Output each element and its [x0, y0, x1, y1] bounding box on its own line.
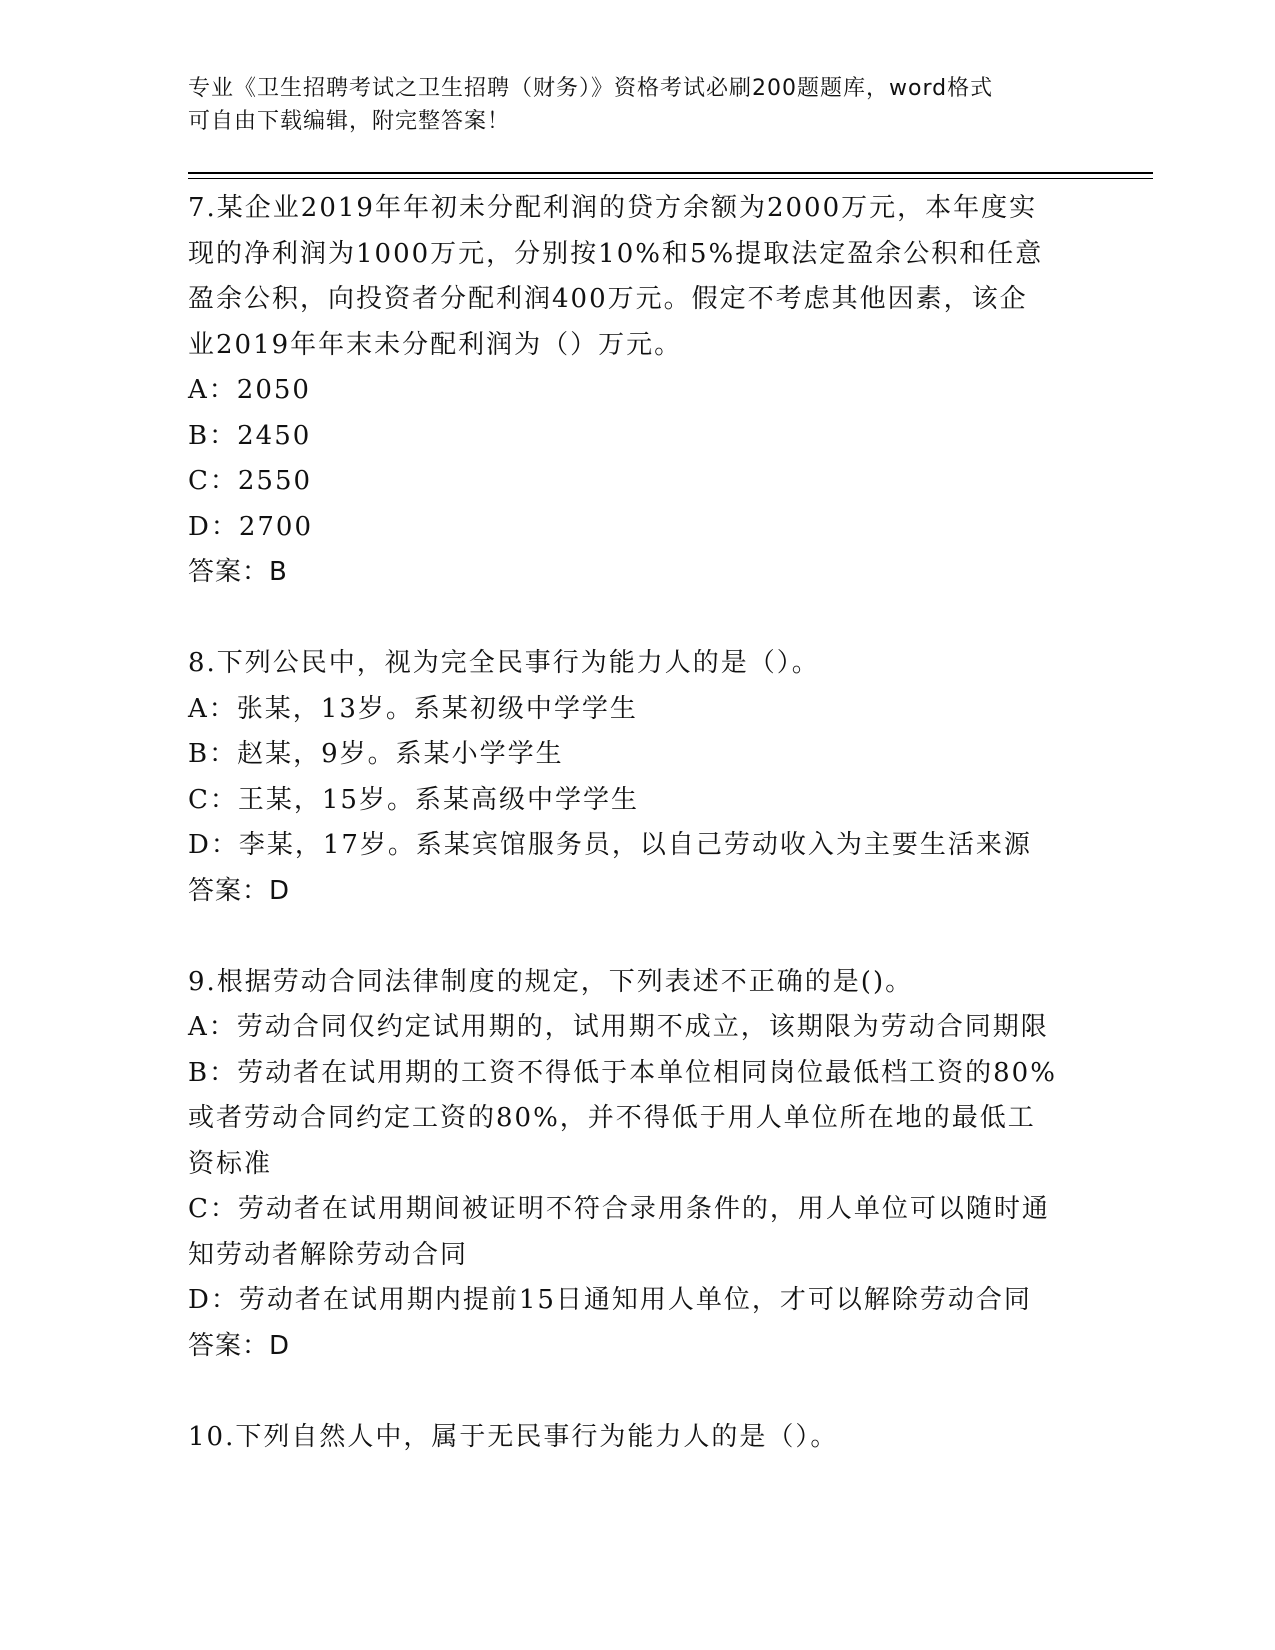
question-text-line: 8.下列公民中，视为完全民事行为能力人的是（）。: [188, 648, 820, 678]
option-d: D：劳动者在试用期内提前15日通知用人单位，才可以解除劳动合同: [188, 1285, 1032, 1315]
option-a: A：2050: [188, 375, 311, 405]
header-line-2: 可自由下载编辑，附完整答案！: [188, 109, 511, 134]
option-a: A：劳动合同仅约定试用期的，试用期不成立，该期限为劳动合同期限: [188, 1012, 1049, 1042]
option-c: C：劳动者在试用期间被证明不符合录用条件的，用人单位可以随时通: [188, 1194, 1050, 1224]
document-header: [188, 72, 1088, 138]
answer-label: 答案：D: [188, 875, 291, 906]
header-divider-thick: [188, 172, 1153, 174]
option-d: D：李某，17岁。系某宾馆服务员，以自己劳动收入为主要生活来源: [188, 830, 1032, 860]
header-divider-thin: [188, 178, 1153, 179]
option-a: A：张某，13岁。系某初级中学学生: [188, 693, 638, 724]
option-b: B：赵某，9岁。系某小学学生: [188, 739, 564, 769]
option-b: B：劳动者在试用期的工资不得低于本单位相同岗位最低档工资的80%: [188, 1057, 1057, 1088]
header-line-1: 专业《卫生招聘考试之卫生招聘（财务）》资格考试必刷200题题库，word格式: [188, 76, 994, 101]
question-10: [188, 1415, 1088, 1461]
question-7: [188, 186, 1088, 596]
question-text-line: 7.某企业2019年年初未分配利润的贷方余额为2000万元，本年度实: [188, 193, 1038, 223]
option-b: B：2450: [188, 420, 312, 451]
answer-label: 答案：B: [188, 557, 288, 587]
question-text-line: 业2019年年末未分配利润为（）万元。: [188, 329, 683, 360]
question-text-line: 10.下列自然人中，属于无民事行为能力人的是（）。: [188, 1421, 839, 1452]
question-text-line: 现的净利润为1000万元，分别按10%和5%提取法定盈余公积和任意: [188, 238, 1044, 269]
option-c: C：2550: [188, 466, 313, 496]
question-text-line: 盈余公积，向投资者分配利润400万元。假定不考虑其他因素，该企: [188, 284, 1028, 314]
question-9: [188, 960, 1088, 1370]
question-spacer: [188, 914, 1088, 960]
option-b-continued: 或者劳动合同约定工资的80%，并不得低于用人单位所在地的最低工: [188, 1103, 1036, 1133]
question-8: [188, 641, 1088, 914]
question-spacer: [188, 1369, 1088, 1415]
option-c-continued: 知劳动者解除劳动合同: [188, 1239, 469, 1270]
option-b-continued: 资标准: [188, 1148, 273, 1179]
answer-label: 答案：D: [188, 1330, 291, 1361]
question-spacer: [188, 596, 1088, 642]
option-d: D：2700: [188, 511, 314, 542]
option-c: C：王某，15岁。系某高级中学学生: [188, 784, 639, 815]
question-list: [188, 186, 1088, 1460]
question-text-line: 9.根据劳动合同法律制度的规定，下列表述不正确的是()。: [188, 966, 914, 997]
